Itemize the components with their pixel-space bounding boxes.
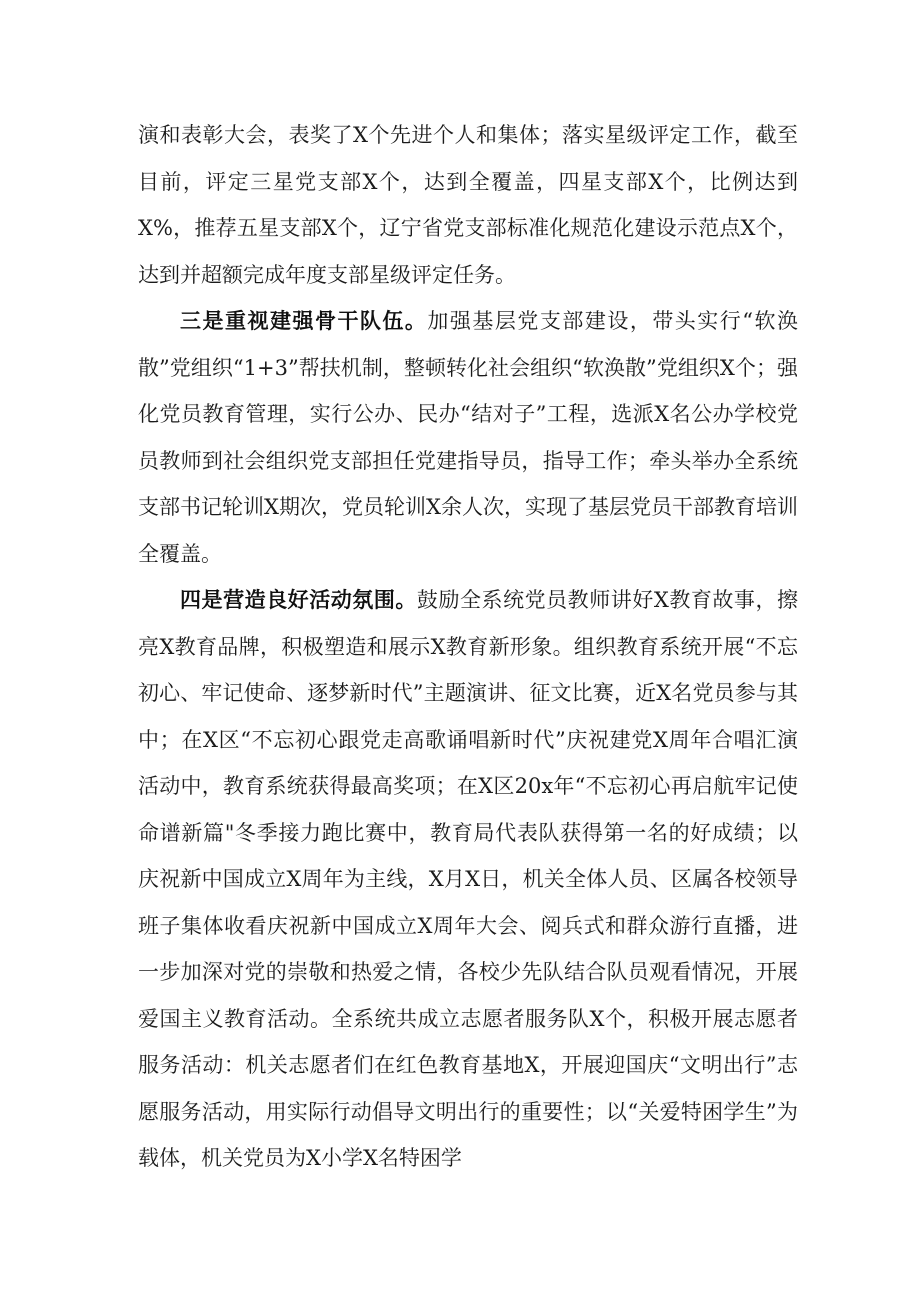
- paragraph-activity-atmosphere: [138, 577, 798, 1182]
- paragraph-heading: 三是重视建强骨干队伍。: [180, 309, 428, 333]
- paragraph-backbone-team: [138, 298, 798, 577]
- paragraph-heading: 四是营造良好活动氛围。: [180, 588, 417, 612]
- paragraph-continuation: [138, 112, 798, 298]
- paragraph-text: 加强基层党支部建设，带头实行“软涣散”党组织“1+3”帮扶机制，整顿转化社会组织“软涣散”党组织X个；强化党员教育管理，实行公办、民办“结对子”工程，选派X名公办学校党员教师到社会组织党支部担任党建指导员，指导工作；牵头举办全系统支部书记轮训X期次，党员轮训X余人次，实现了基层党员干部教育培训全覆盖。: [138, 309, 799, 566]
- paragraph-text: 鼓励全系统党员教师讲好X教育故事，擦亮X教育品牌，积极塑造和展示X教育新形象。组织教育系统开展“不忘初心、牢记使命、逐梦新时代”主题演讲、征文比赛，近X名党员参与其中；在X区“不忘初心跟党走高歌诵唱新时代”庆祝建党X周年合唱汇演活动中，教育系统获得最高奖项；在X区20x年“不忘初心再启航牢记使命谱新篇"冬季接力跑比赛中，教育局代表队获得第一名的好成绩；以庆祝新中国成立X周年为主线，X月X日，机关全体人员、区属各校领导班子集体收看庆祝新中国成立X周年大会、阅兵式和群众游行直播，进一步加深对党的崇敬和热爱之情，各校少先队结合队员观看情况，开展爱国主义教育活动。全系统共成立志愿者服务队X个，积极开展志愿者服务活动：机关志愿者们在红色教育基地X，开展迎国庆“文明出行”志愿服务活动，用实际行动倡导文明出行的重要性；以“关爱特困学生”为载体，机关党员为X小学X名特困学: [138, 588, 799, 1170]
- paragraph-text: 演和表彰大会，表奖了X个先进个人和集体；落实星级评定工作，截至目前，评定三星党支部X个，达到全覆盖，四星支部X个，比例达到X%，推荐五星支部X个，辽宁省党支部标准化规范化建设示范点X个，达到并超额完成年度支部星级评定任务。: [138, 123, 798, 287]
- document-body: [138, 112, 798, 1182]
